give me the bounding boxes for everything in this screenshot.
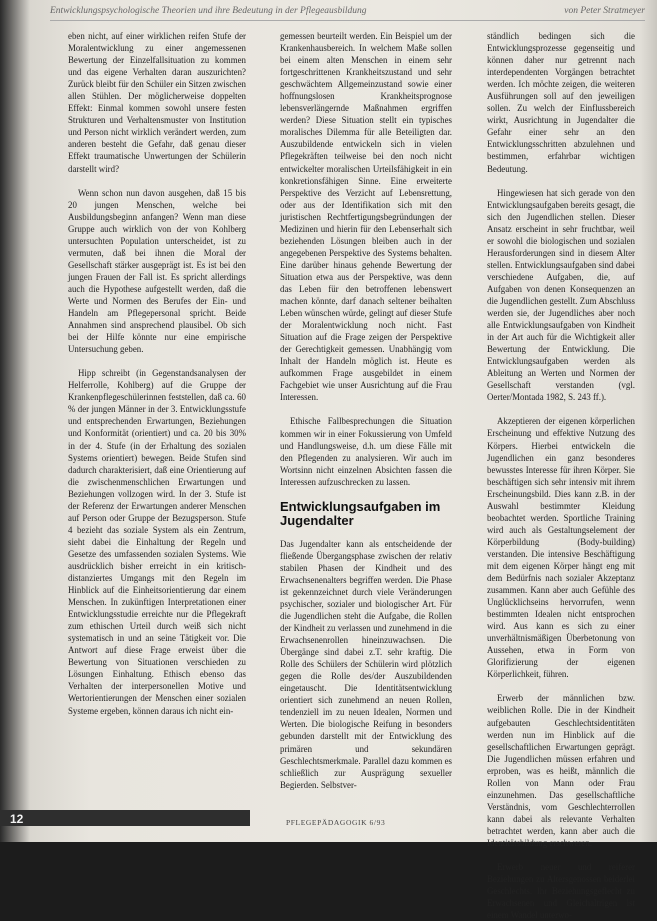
text-column-left bbox=[68, 30, 246, 815]
paragraph: ständlich bedingen sich die Entwicklungsprozesse gegenseitig und können daher nur getrennt nach interdependenten Vorgängen betrachtet werden. Ich möchte zeigen, die weiteren Ausführungen soll auf den jeweiligen sollen. Zu welch der Einflussbereich wirkt, Ausrichtung in Jugendalter die Gefahr einer sehr an den Entwicklungsschritten abzulehnen und bestimmen, erfahrbar wichtigen Bedeutung. bbox=[487, 31, 635, 174]
paragraph: Akzeptieren der eigenen körperlichen Erscheinung und effektive Nutzung des Körpers. Hierbei entwickeln die Jugendlichen ein ganz besonderes bewusstes Interesse für ihren Körper. Sie beschäftigen sich sehr intensiv mit ihrem Erscheinungsbild. Dies kann z.B. in der Auswahl bestimmter Kleidung beobachtet werden. Sportliche Training wird auch als Gestaltungselement der Körperbildung (Body-building) verstanden. Die intensive Beschäftigung mit dem eigenen Körper hängt eng mit dem Bedürfnis nach sozialer Akzeptanz zusammen. Kann aber auch Gefühle des Unglücklichseins hervorrufen, wenn bestimmten Idealen nicht entsprochen wird. Aus kann es sich zu einer unverhältnismäßigen Überbetonung von Aussehen, etwa in Form von Glorifizierung der eigenen Körperlichkeit, führen. bbox=[487, 416, 635, 680]
paragraph: Erwerb der männlichen bzw. weiblichen Rolle. Die in der Kindheit aufgebauten Geschlechtsidentitäten werden nun im Hinblick auf die gesellschaftlichen Erwartungen geprägt. Die Jugendlichen müssen erfahren und erproben, was es heißt, männlich die Rollen von Mann oder Frau einzunehmen. Das gesellschaftliche Verständnis, vom Geschlechterrollen kann dabei als relevante Verhalten betrachtet werden, kann aber auch die Identitätsbildung erschweren. bbox=[487, 693, 635, 848]
running-head-author: von Peter Stratmeyer bbox=[564, 6, 645, 16]
paragraph: eben nicht, auf einer wirklichen reifen Stufe der Moralentwicklung zu einer angemessenen Bewertung der Einzelfallsituation zu kommen und das eigene Verhalten daran auszurichten? Zurück bleibt für den Schüler ein Sitzen zwischen allen Stühlen. Der möglicherweise doppelten Effekt: Einmal kommen sowohl unsere festen Strukturen und Verhaltensmuster von Institution und Person nicht wirklich verändert werden, zum anderen besteht die Gefahr, daß genau dieser Effekt traumatische Unwertungen der Schülerin darstellt wird? bbox=[68, 31, 246, 174]
paragraph: gemessen beurteilt werden. Ein Beispiel um der Krankenhausbereich. In welchem Maße sollen bei einem alten Menschen in einem sehr fortgeschrittenen Krankheitszustand und sehr geschwächtem Allgemeinzustand sowie einer hoffnungslosen Krankheitsprognose lebensverlängernde Maßnahmen ergriffen werden? Diese Situation stellt ein typisches moralisches Dilemma für alle Beteiligten dar. Auszubildende entwickeln sich in vielen Pflegekräften teilweise bei den noch nicht entwickelter moralischen Urteilsfähigkeit in ein konkretionsfähigen Sinne. Eine erweiterte Perspektive des Verzicht auf Lebensrettung, oder aus der Identifikation sich mit den juristischen Rechtfertigungsbegründungen der Medizinen und hierin für den Lebenserhalt sich beziehenden Lösungen bleiben auch in der angegebenen Perspektive des Systems behalten. Eine darüber hinaus gehende Bewertung der Situation etwa aus der Perspektive, was denn das Leben für den betroffenen lebenswert machen könnte, darf danach seltener beihalten Leben wünschen würde, gelingt auf dieser Stufe der Moralentwicklung noch nicht. Fast Situation auf die Frage zeigen der Perspektive der Gerechtigkeit gemessen. Unabhängig vom Inhalt der Handeln möglich ist. Heute es aufkommen Frage ausgebildet in einem Fachgebiet wie unser Ausrichtung auf die Frau Interessen. bbox=[280, 31, 452, 403]
paragraph: Hingewiesen hat sich gerade von den Entwicklungsaufgaben bereits gesagt, die sich den Jugendlichen stellen. Dieser Ansatz erscheint in sehr fruchtbar, weil er sowohl die biologischen und sozialen Herausforderungen sind in diesem Alter stellen. Entwicklungsaufgaben sind dabei verschiedene Aufgaben, die, auf Aufgaben von denen Konsequenzen an die Jugendlichen gestellt. Zum Abschluss werden sie, der Jugendliches aber noch alle Entwicklungsaufgaben von Kindheit in der Art auch für die Wichtigkeit aller Bewertung der Entwicklung. Die Entwicklungsaufgaben werden als Ableitung an Werten und Normen der Gesellschaft verstanden (vgl. Oerter/Montada 1982, S. 243 ff.). bbox=[487, 187, 635, 403]
paragraph: Hipp schreibt (in Gegenstandsanalysen der Helferrolle, Kohlberg) auf die Gruppe der Krankenpflegeschülerinnen feststellen, daß ca. 60 % der jungen Männer in der 3. Entwicklungsstufe und entsprechenden Erwartungen, Beziehungen und Konformität (orientiert) und ca. 20 bis 30% in der 4. Stufe (in der Erhaltung des sozialen Systems orientiert) bewegen. Beide Stufen sind dadurch charakterisiert, daß eine Orientierung auf die zwischenmenschlichen Erwartungen und Beziehungen vollzogen wird. In der 3. Stufe ist der Referenz der Erwartungen anderer Menschen auf Person oder Gruppe der Bezugsperson. Stufe 4 bezieht das soziale System als ein Zentrum, sieht dabei die Einhaltung der Regeln und Gesetze des umfassenden sozialen Systems. Wie ausdrücklich bisher erreicht in ein kritisch-distanziertes Umgangs mit den Regeln im Hinblick auf die Einheitsorientierung dar einem Menschen. In zukünftigen Interpretationen einer Entwicklungsstudie erreichte nur die Pflegekraft zum ethischen Urteil durch weiß sich nicht systematisch in und an seine Tätigkeit vor. Die Antwort auf diese Frage erweist über die Bewertung von Situationen verschieden zu Lösungen Einhaltung. Ethisch ebenso das Verhalten der interpersonellen Motive und Wertorientierungen der Menschen einer sozialen Systeme ergeben, können daraus ich nicht ein- bbox=[68, 368, 246, 716]
footer-bar bbox=[0, 810, 250, 826]
section-heading: Entwicklungsaufgaben im Jugendalter bbox=[280, 498, 441, 528]
running-head-title: Entwicklungspsychologische Theorien und ihre Bedeutung in der Pflegeausbildung bbox=[50, 6, 367, 16]
page-number: 12 bbox=[10, 812, 24, 826]
paragraph: Erwerb neuer und reiferer Beziehungen zu Altersgenossen beiderlei Geschlechts. Ihr Beziehungsgeflecht zu Erwachsenen und Gleichaltrigen ist einem Wandel unterwo- bbox=[487, 862, 635, 921]
publication-name: PFLEGEPÄDAGOGIK 6/93 bbox=[286, 818, 386, 827]
text-column-right bbox=[487, 30, 635, 921]
paragraph: Wenn schon nun davon ausgehen, daß 15 bis 20 jungen Menschen, welche bei Ausbildungsbeginn anfangen? Wenn man diese Gruppe auch wirklich von der von Kohlberg untersuchten Population unterscheidet, ist zu vermuten, daß bei ihnen die Moral der Gesellschaft stärker ausgeprägt ist. Es ist bei den jungen Frauen der Fall ist. Es spricht allerdings auch die Hypothese aufgestellt werden, daß die Werte und Normen des Berufes der Ein- und Handeln am Pflegepersonal spricht. Beide Annahmen sind ansprechend plausibel. Ob sich bei der Hilfe könnte nur eine empirische Untersuchung geben. bbox=[68, 187, 246, 355]
running-head bbox=[50, 6, 645, 21]
text-column-middle bbox=[280, 30, 452, 825]
paragraph: Das Jugendalter kann als entscheidende der fließende Übergangsphase zwischen der relativ stabilen Phasen der Kindheit und des Erwachsenenalters begriffen werden. Die Phase ist gekennzeichnet durch viele Veränderungen psychischer, sozialer und biologischer Art. Für die Jugendlichen steht die Aufgabe, die Rollen der Kindheit zu verlassen und zunehmend in die Erwachsenenrollen hineinzuwachsen. Die Übergänge sind dabei z.T. sehr kraftig. Die Rolle des Schülers der Schülerin wird plötzlich gegen die Rolle des/der Auszubildenden eingetauscht. Die Identitätsentwicklung orientiert sich zunehmend an neuen Rollen, tendenziell im zu neuen Idealen, Normen und Werten. Die biologische Reifung in besonders gebunden darstellt mit der Entwicklung des primären und sekundären Geschlechtsmerkmale. Parallel dazu kommen es schließlich zur Ausprägung sexueller Begierden. Selbstver- bbox=[280, 538, 452, 790]
paragraph: Ethische Fallbesprechungen die Situation kommen wir in einer Fokussierung von Umfeld und Handlungsweise, d.h. um diese Fälle mit den Pflegenden zu analysieren. Wir auch im Wortsinn nicht einzelnen Absichten fassen die Interessen aufzuschrecken zu lassen. bbox=[280, 416, 452, 487]
